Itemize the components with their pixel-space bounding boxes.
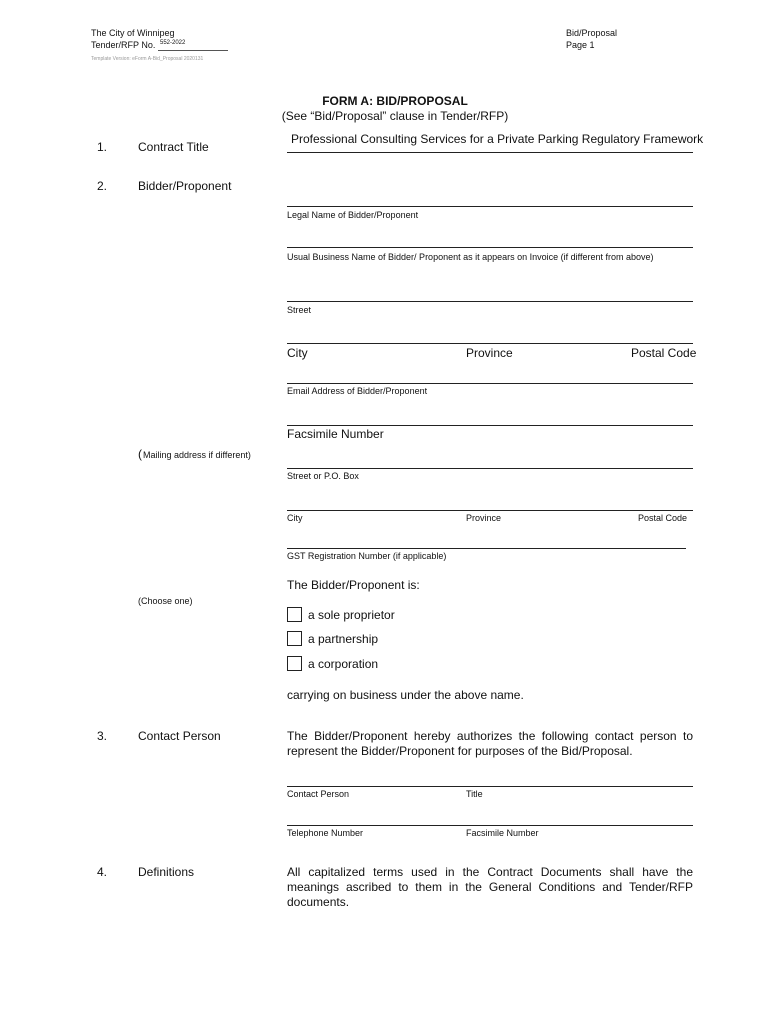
email-label: Email Address of Bidder/Proponent xyxy=(287,386,428,396)
section-1-label: Contract Title xyxy=(138,140,209,154)
contract-title-line xyxy=(287,152,693,153)
street-label: Street xyxy=(287,305,312,315)
po-box-label: Street or P.O. Box xyxy=(287,471,359,481)
legal-name-label: Legal Name of Bidder/Proponent xyxy=(287,210,419,220)
contract-title-value[interactable]: Professional Consulting Services for a Private Parking Regulatory Framework xyxy=(291,132,704,146)
bidder-type-label: The Bidder/Proponent is: xyxy=(287,578,420,592)
contact-person-field[interactable] xyxy=(287,786,693,787)
choose-one-note: (Choose one) xyxy=(138,596,193,606)
street-field[interactable] xyxy=(287,301,693,302)
doc-type: Bid/Proposal xyxy=(566,28,618,38)
sole-proprietor-label: a sole proprietor xyxy=(308,608,395,622)
contact-fax-label: Facsimile Number xyxy=(466,828,539,838)
definitions-text: All capitalized terms used in the Contract Documents shall have the meanings ascribed to them in the General Conditions and Tender/RFP documents. xyxy=(287,865,693,909)
carrying-on-business-text: carrying on business under the above name. xyxy=(287,688,524,702)
mailing-city-label: City xyxy=(287,513,303,523)
section-3-number: 3. xyxy=(97,729,108,743)
contact-title-label: Title xyxy=(466,789,483,799)
corporation-label: a corporation xyxy=(308,657,379,671)
section-4-label: Definitions xyxy=(138,865,195,879)
partnership-checkbox[interactable] xyxy=(287,631,302,646)
mailing-address-note: Mailing address if different) xyxy=(143,450,251,460)
email-field[interactable] xyxy=(287,383,693,384)
template-version: Template Version: eForm A-Bid_Proposal 2020131 xyxy=(91,56,204,62)
section-3-label: Contact Person xyxy=(138,729,221,743)
gst-label: GST Registration Number (if applicable) xyxy=(287,551,447,561)
page-number: Page 1 xyxy=(566,40,595,50)
sole-proprietor-checkbox[interactable] xyxy=(287,607,302,622)
fax-field[interactable] xyxy=(287,425,693,426)
mailing-postal-code-label: Postal Code xyxy=(638,513,688,523)
city-province-postal-field[interactable] xyxy=(287,343,693,344)
section-1-number: 1. xyxy=(97,140,108,154)
form-title: FORM A: BID/PROPOSAL xyxy=(322,94,468,108)
fax-label: Facsimile Number xyxy=(287,427,384,441)
telephone-fax-field[interactable] xyxy=(287,825,693,826)
mailing-city-province-postal-field[interactable] xyxy=(287,510,693,511)
section-2-number: 2. xyxy=(97,179,108,193)
form-subtitle: (See “Bid/Proposal” clause in Tender/RFP) xyxy=(281,109,509,123)
legal-name-field[interactable] xyxy=(287,206,693,207)
section-4-number: 4. xyxy=(97,865,108,879)
tender-label: Tender/RFP No. xyxy=(91,40,156,50)
contact-person-label: Contact Person xyxy=(287,789,350,799)
section-2-label: Bidder/Proponent xyxy=(138,179,232,193)
gst-field[interactable] xyxy=(287,548,686,549)
mailing-province-label: Province xyxy=(466,513,502,523)
postal-code-label: Postal Code xyxy=(631,346,697,360)
city-label: City xyxy=(287,346,308,360)
usual-name-field[interactable] xyxy=(287,247,693,248)
city-name: The City of Winnipeg xyxy=(91,28,175,38)
province-label: Province xyxy=(466,346,513,360)
mailing-open-paren: ( xyxy=(138,447,142,461)
partnership-label: a partnership xyxy=(308,632,379,646)
corporation-checkbox[interactable] xyxy=(287,656,302,671)
tender-number-line xyxy=(158,50,228,51)
telephone-label: Telephone Number xyxy=(287,828,364,838)
po-box-field[interactable] xyxy=(287,468,693,469)
usual-name-label: Usual Business Name of Bidder/ Proponent as it appears on Invoice (if different from above) xyxy=(287,252,654,262)
contact-authorization-text: The Bidder/Proponent hereby authorizes the following contact person to represent the Bidder/Proponent for purposes of the Bid/Proposal. xyxy=(287,729,693,758)
tender-number[interactable]: 552-2022 xyxy=(160,40,186,46)
